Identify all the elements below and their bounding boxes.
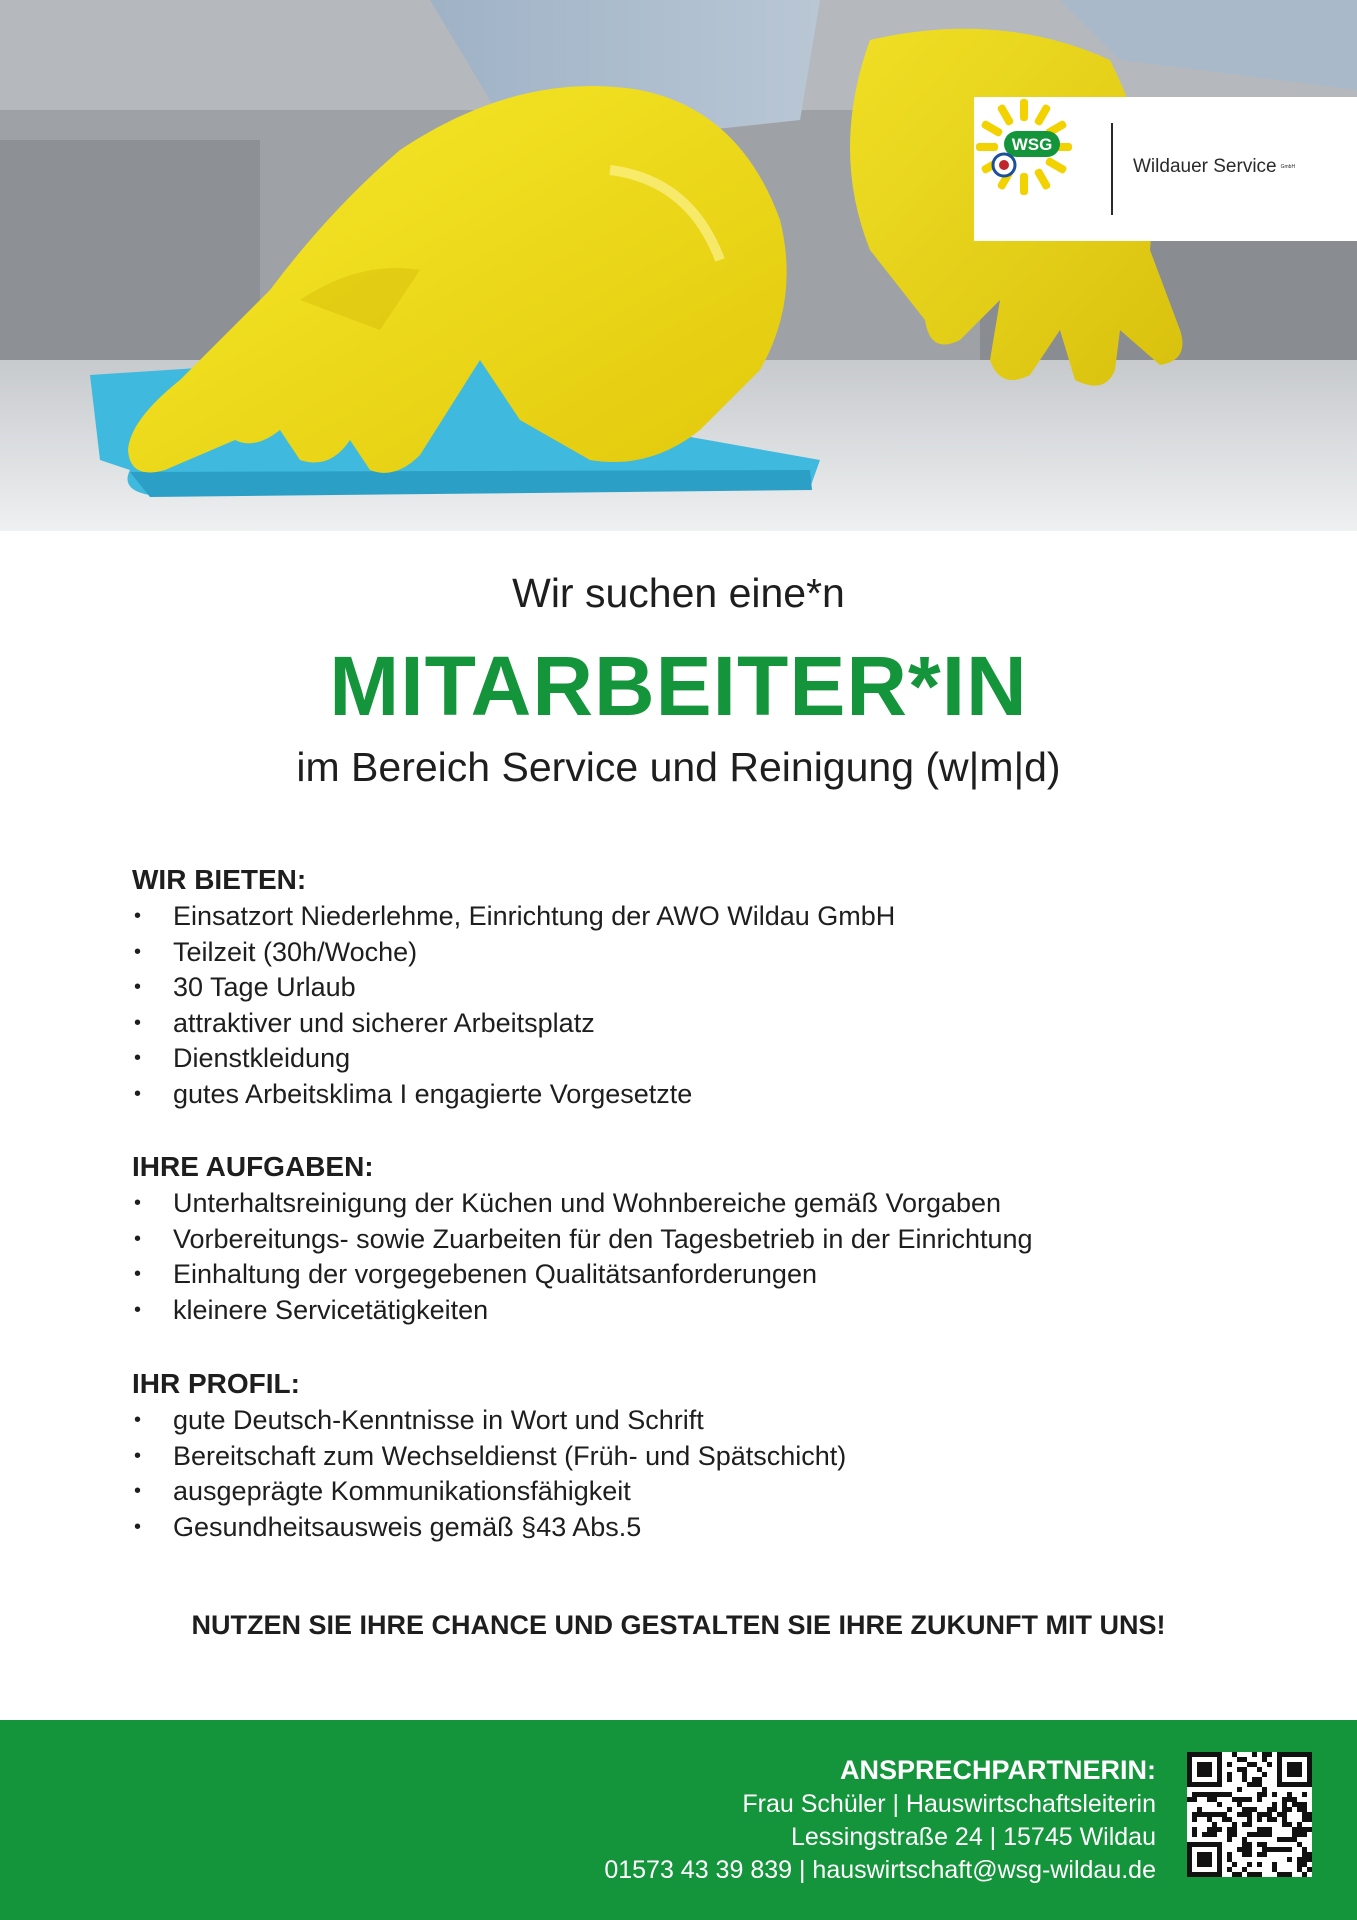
qr-module bbox=[1222, 1817, 1227, 1822]
qr-module bbox=[1242, 1822, 1247, 1827]
qr-module bbox=[1197, 1852, 1212, 1867]
logo-wordmark bbox=[1133, 156, 1295, 178]
qr-module bbox=[1212, 1822, 1217, 1827]
qr-module bbox=[1262, 1752, 1267, 1757]
qr-module bbox=[1232, 1827, 1237, 1832]
bullet-list bbox=[132, 899, 1252, 1112]
qr-module bbox=[1307, 1852, 1312, 1857]
qr-module bbox=[1287, 1807, 1292, 1812]
qr-module bbox=[1282, 1847, 1287, 1852]
qr-module bbox=[1237, 1787, 1242, 1792]
qr-module bbox=[1242, 1777, 1247, 1782]
qr-module bbox=[1242, 1797, 1247, 1802]
logo-divider bbox=[1111, 123, 1113, 215]
qr-module bbox=[1257, 1777, 1262, 1782]
qr-module bbox=[1252, 1807, 1257, 1812]
qr-module bbox=[1292, 1827, 1297, 1832]
qr-module bbox=[1302, 1862, 1307, 1867]
qr-module bbox=[1232, 1862, 1237, 1867]
qr-module bbox=[1302, 1812, 1307, 1817]
list-item: • Einsatzort Niederlehme, Einrichtung der AWO Wildau GmbH bbox=[132, 899, 1252, 935]
section-ihr-profil bbox=[132, 1366, 1252, 1545]
qr-code-icon[interactable] bbox=[1187, 1752, 1312, 1877]
qr-module bbox=[1302, 1807, 1307, 1812]
qr-module bbox=[1207, 1792, 1212, 1797]
qr-module bbox=[1272, 1817, 1277, 1822]
qr-module bbox=[1307, 1817, 1312, 1822]
qr-module bbox=[1247, 1852, 1252, 1857]
qr-module bbox=[1302, 1827, 1307, 1832]
qr-module bbox=[1247, 1822, 1252, 1827]
qr-module bbox=[1242, 1812, 1247, 1817]
qr-module bbox=[1272, 1867, 1277, 1872]
qr-module bbox=[1297, 1867, 1302, 1872]
qr-module bbox=[1247, 1862, 1252, 1867]
list-item: • Einhaltung der vorgegebenen Qualitätsanforderungen bbox=[132, 1257, 1252, 1293]
qr-module bbox=[1297, 1857, 1302, 1862]
contact-heading: ANSPRECHPARTNERIN: bbox=[839, 1755, 1156, 1785]
list-item: • attraktiver und sicherer Arbeitsplatz bbox=[132, 1006, 1252, 1042]
qr-module bbox=[1187, 1797, 1192, 1802]
qr-module bbox=[1227, 1832, 1232, 1837]
qr-module bbox=[1272, 1862, 1277, 1867]
qr-module bbox=[1242, 1772, 1247, 1777]
job-title: MITARBEITER*IN bbox=[329, 639, 1028, 733]
section-heading: WIR BIETEN: bbox=[132, 864, 307, 895]
qr-module bbox=[1257, 1812, 1262, 1817]
qr-module bbox=[1262, 1757, 1267, 1762]
list-item: • kleinere Servicetätigkeiten bbox=[132, 1293, 1252, 1329]
qr-module bbox=[1252, 1762, 1257, 1767]
qr-module bbox=[1277, 1837, 1282, 1842]
qr-module bbox=[1272, 1792, 1277, 1797]
qr-module bbox=[1287, 1847, 1292, 1852]
qr-module bbox=[1242, 1847, 1247, 1852]
qr-module bbox=[1307, 1812, 1312, 1817]
qr-module bbox=[1257, 1862, 1262, 1867]
qr-module bbox=[1307, 1857, 1312, 1862]
qr-module bbox=[1212, 1792, 1217, 1797]
qr-module bbox=[1257, 1827, 1262, 1832]
contact-footer bbox=[0, 1720, 1357, 1920]
qr-module bbox=[1197, 1792, 1202, 1797]
qr-module bbox=[1287, 1872, 1292, 1877]
qr-module bbox=[1227, 1792, 1232, 1797]
qr-module bbox=[1252, 1777, 1257, 1782]
contact-phone-email[interactable]: 01573 43 39 839 | hauswirtschaft@wsg-wildau.de bbox=[604, 1856, 1156, 1884]
qr-module bbox=[1247, 1807, 1252, 1812]
qr-module bbox=[1207, 1812, 1212, 1817]
qr-module bbox=[1237, 1872, 1242, 1877]
qr-module bbox=[1232, 1752, 1237, 1757]
qr-module bbox=[1272, 1802, 1277, 1807]
qr-module bbox=[1247, 1847, 1252, 1852]
wsg-sun-logo-icon bbox=[974, 97, 1074, 197]
qr-module bbox=[1207, 1827, 1212, 1832]
qr-module bbox=[1287, 1837, 1292, 1842]
job-subtitle: im Bereich Service und Reinigung (w|m|d) bbox=[296, 744, 1061, 790]
qr-module bbox=[1242, 1837, 1247, 1842]
qr-module bbox=[1192, 1792, 1197, 1797]
qr-module bbox=[1242, 1852, 1247, 1857]
qr-module bbox=[1227, 1827, 1232, 1832]
qr-module bbox=[1202, 1792, 1207, 1797]
list-item: • gutes Arbeitsklima I engagierte Vorgesetzte bbox=[132, 1077, 1252, 1113]
qr-module bbox=[1297, 1842, 1302, 1847]
qr-module bbox=[1212, 1827, 1217, 1832]
qr-module bbox=[1287, 1762, 1302, 1777]
qr-module bbox=[1297, 1832, 1302, 1837]
qr-module bbox=[1207, 1817, 1212, 1822]
qr-module bbox=[1247, 1872, 1252, 1877]
gloved-hands-cleaning-illustration bbox=[0, 0, 1357, 531]
qr-module bbox=[1272, 1807, 1277, 1812]
qr-module bbox=[1247, 1842, 1252, 1847]
qr-module bbox=[1227, 1772, 1232, 1777]
qr-module bbox=[1232, 1832, 1237, 1837]
qr-module bbox=[1247, 1832, 1252, 1837]
section-heading: IHRE AUFGABEN: bbox=[132, 1151, 374, 1182]
list-item: • Teilzeit (30h/Woche) bbox=[132, 935, 1252, 971]
qr-module bbox=[1287, 1792, 1292, 1797]
qr-module bbox=[1232, 1797, 1237, 1802]
qr-module bbox=[1192, 1812, 1197, 1817]
qr-module bbox=[1262, 1792, 1267, 1797]
section-wir-bieten bbox=[132, 862, 1252, 1112]
qr-module bbox=[1302, 1847, 1307, 1852]
qr-module bbox=[1247, 1812, 1252, 1817]
qr-module bbox=[1292, 1832, 1297, 1837]
qr-module bbox=[1237, 1847, 1242, 1852]
list-item: • Dienstkleidung bbox=[132, 1041, 1252, 1077]
qr-module bbox=[1252, 1782, 1257, 1787]
qr-module bbox=[1267, 1832, 1272, 1837]
qr-module bbox=[1242, 1867, 1247, 1872]
section-ihre-aufgaben bbox=[132, 1149, 1252, 1328]
qr-module bbox=[1237, 1767, 1242, 1772]
qr-module bbox=[1252, 1752, 1257, 1757]
qr-module bbox=[1207, 1832, 1212, 1837]
qr-module bbox=[1227, 1837, 1232, 1842]
qr-module bbox=[1282, 1802, 1287, 1807]
qr-module bbox=[1297, 1827, 1302, 1832]
qr-module bbox=[1212, 1832, 1217, 1837]
qr-module bbox=[1262, 1832, 1267, 1837]
qr-module bbox=[1242, 1807, 1247, 1812]
qr-module bbox=[1277, 1847, 1282, 1852]
qr-module bbox=[1287, 1797, 1292, 1802]
qr-module bbox=[1262, 1787, 1267, 1792]
qr-module bbox=[1222, 1812, 1227, 1817]
qr-module bbox=[1267, 1827, 1272, 1832]
qr-module bbox=[1267, 1847, 1272, 1852]
qr-module bbox=[1202, 1832, 1207, 1837]
qr-module bbox=[1252, 1832, 1257, 1837]
qr-module bbox=[1257, 1832, 1262, 1837]
qr-module bbox=[1282, 1822, 1287, 1827]
qr-module bbox=[1227, 1852, 1232, 1857]
intro-line: Wir suchen eine*n bbox=[512, 570, 845, 616]
qr-module bbox=[1242, 1842, 1247, 1847]
logo-suffix: GmbH bbox=[1280, 163, 1296, 170]
qr-module bbox=[1282, 1817, 1287, 1822]
list-item: • Vorbereitungs- sowie Zuarbeiten für den Tagesbetrieb in der Einrichtung bbox=[132, 1222, 1252, 1258]
qr-module bbox=[1282, 1807, 1287, 1812]
qr-module bbox=[1267, 1762, 1272, 1767]
qr-module bbox=[1247, 1817, 1252, 1822]
qr-module bbox=[1302, 1857, 1307, 1862]
qr-module bbox=[1267, 1752, 1272, 1757]
qr-module bbox=[1267, 1812, 1272, 1817]
qr-module bbox=[1217, 1802, 1222, 1807]
qr-module bbox=[1262, 1772, 1267, 1777]
list-item: • Gesundheitsausweis gemäß §43 Abs.5 bbox=[132, 1510, 1252, 1546]
qr-module bbox=[1297, 1802, 1302, 1807]
qr-module bbox=[1257, 1852, 1262, 1857]
qr-module bbox=[1192, 1797, 1197, 1802]
qr-module bbox=[1192, 1832, 1197, 1837]
qr-module bbox=[1227, 1867, 1232, 1872]
qr-module bbox=[1282, 1797, 1287, 1802]
logo-name: Wildauer Service bbox=[1133, 156, 1277, 177]
qr-module bbox=[1282, 1837, 1287, 1842]
qr-module bbox=[1232, 1872, 1237, 1877]
qr-module bbox=[1292, 1802, 1297, 1807]
qr-module bbox=[1227, 1817, 1232, 1822]
qr-module bbox=[1262, 1812, 1267, 1817]
qr-code-graphic bbox=[1187, 1752, 1312, 1877]
qr-module bbox=[1272, 1847, 1277, 1852]
bullet-list bbox=[132, 1186, 1252, 1328]
qr-module bbox=[1302, 1817, 1307, 1822]
qr-module bbox=[1247, 1762, 1252, 1767]
qr-module bbox=[1287, 1822, 1292, 1827]
qr-module bbox=[1267, 1807, 1272, 1812]
list-item: • 30 Tage Urlaub bbox=[132, 970, 1252, 1006]
qr-module bbox=[1257, 1842, 1262, 1847]
qr-module bbox=[1212, 1812, 1217, 1817]
qr-module bbox=[1217, 1812, 1222, 1817]
qr-module bbox=[1247, 1797, 1252, 1802]
qr-module bbox=[1232, 1822, 1237, 1827]
qr-module bbox=[1277, 1872, 1282, 1877]
qr-module bbox=[1192, 1827, 1197, 1832]
qr-module bbox=[1237, 1812, 1242, 1817]
list-item: • ausgeprägte Kommunikationsfähigkeit bbox=[132, 1474, 1252, 1510]
qr-module bbox=[1292, 1837, 1297, 1842]
qr-module bbox=[1292, 1797, 1297, 1802]
qr-module bbox=[1302, 1872, 1307, 1877]
qr-module bbox=[1282, 1872, 1287, 1877]
qr-module bbox=[1227, 1762, 1232, 1767]
qr-module bbox=[1282, 1812, 1287, 1817]
qr-module bbox=[1257, 1797, 1262, 1802]
qr-module bbox=[1302, 1792, 1307, 1797]
qr-module bbox=[1207, 1797, 1212, 1802]
qr-module bbox=[1277, 1812, 1282, 1817]
qr-module bbox=[1217, 1827, 1222, 1832]
company-logo-card bbox=[974, 97, 1357, 241]
qr-module bbox=[1257, 1792, 1262, 1797]
qr-module bbox=[1302, 1832, 1307, 1837]
qr-module bbox=[1227, 1807, 1232, 1812]
qr-module bbox=[1262, 1847, 1267, 1852]
qr-module bbox=[1302, 1802, 1307, 1807]
qr-module bbox=[1227, 1857, 1232, 1862]
qr-module bbox=[1257, 1767, 1262, 1772]
list-item: • gute Deutsch-Kenntnisse in Wort und Schrift bbox=[132, 1403, 1252, 1439]
section-heading: IHR PROFIL: bbox=[132, 1368, 300, 1399]
qr-module bbox=[1267, 1817, 1272, 1822]
qr-module bbox=[1217, 1792, 1222, 1797]
qr-module bbox=[1202, 1812, 1207, 1817]
contact-person: Frau Schüler | Hauswirtschaftsleiterin bbox=[742, 1790, 1156, 1818]
qr-module bbox=[1262, 1842, 1267, 1847]
qr-module bbox=[1257, 1817, 1262, 1822]
qr-module bbox=[1297, 1822, 1302, 1827]
qr-module bbox=[1287, 1857, 1292, 1862]
qr-module bbox=[1307, 1867, 1312, 1872]
qr-module bbox=[1242, 1757, 1247, 1762]
list-item: • Bereitschaft zum Wechseldienst (Früh- und Spätschicht) bbox=[132, 1439, 1252, 1475]
contact-address: Lessingstraße 24 | 15745 Wildau bbox=[790, 1823, 1156, 1851]
qr-module bbox=[1252, 1872, 1257, 1877]
hero-photo bbox=[0, 0, 1357, 531]
qr-module bbox=[1197, 1807, 1202, 1812]
qr-module bbox=[1297, 1862, 1302, 1867]
logo-mark-text: WSG bbox=[1011, 135, 1053, 154]
qr-module bbox=[1192, 1817, 1197, 1822]
call-to-action: NUTZEN SIE IHRE CHANCE UND GESTALTEN SIE IHRE ZUKUNFT MIT UNS! bbox=[191, 1610, 1166, 1640]
qr-module bbox=[1227, 1777, 1232, 1782]
qr-module bbox=[1222, 1792, 1227, 1797]
qr-module bbox=[1257, 1872, 1262, 1877]
qr-module bbox=[1262, 1827, 1267, 1832]
bullet-list bbox=[132, 1403, 1252, 1545]
qr-module bbox=[1237, 1797, 1242, 1802]
qr-module bbox=[1307, 1827, 1312, 1832]
qr-module bbox=[1242, 1767, 1247, 1772]
qr-module bbox=[1237, 1757, 1242, 1762]
qr-module bbox=[1212, 1797, 1217, 1802]
qr-module bbox=[1197, 1812, 1202, 1817]
contact-block bbox=[604, 1752, 1156, 1887]
list-item: • Unterhaltsreinigung der Küchen und Wohnbereiche gemäß Vorgaben bbox=[132, 1186, 1252, 1222]
qr-module bbox=[1302, 1852, 1307, 1857]
qr-module bbox=[1262, 1852, 1267, 1857]
qr-module bbox=[1297, 1807, 1302, 1812]
qr-module bbox=[1237, 1802, 1242, 1807]
qr-module bbox=[1257, 1782, 1262, 1787]
qr-module bbox=[1247, 1782, 1252, 1787]
qr-module bbox=[1197, 1762, 1212, 1777]
